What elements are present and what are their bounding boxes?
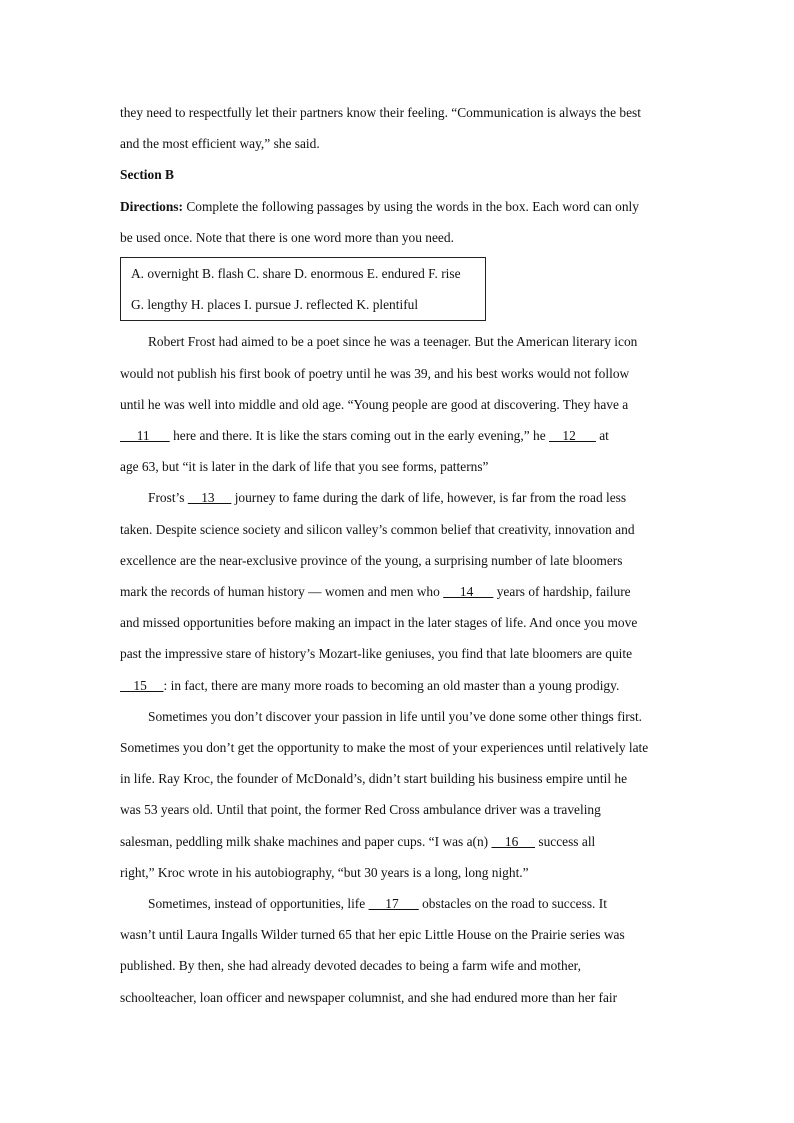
passage-line: age 63, but “it is later in the dark of life that you see forms, patterns” bbox=[120, 459, 489, 475]
word-box-row: G. lengthy H. places I. pursue J. reflected K. plentiful bbox=[131, 297, 419, 313]
intro-line: and the most efficient way,” she said. bbox=[120, 136, 320, 152]
blank-13[interactable]: 13 bbox=[187, 490, 232, 506]
passage-line: Robert Frost had aimed to be a poet since he was a teenager. But the American literary icon bbox=[148, 334, 638, 350]
passage-line: salesman, peddling milk shake machines and paper cups. “I was a(n) 16 success all bbox=[120, 833, 596, 849]
passage-line: 15 : in fact, there are many more roads to becoming an old master than a young prodigy. bbox=[120, 677, 620, 693]
passage-line: Sometimes you don’t discover your passion in life until you’ve done some other things first. bbox=[148, 708, 643, 724]
passage-line: in life. Ray Kroc, the founder of McDonald’s, didn’t start building his business empire until he bbox=[120, 771, 628, 787]
word-box-row: A. overnight B. flash C. share D. enormous E. endured F. rise bbox=[131, 266, 461, 282]
passage-line: and missed opportunities before making an impact in the later stages of life. And once you move bbox=[120, 615, 638, 631]
intro-line: they need to respectfully let their partners know their feeling. “Communication is always the best bbox=[120, 105, 641, 120]
passage-line: schoolteacher, loan officer and newspaper columnist, and she had endured more than her fair bbox=[120, 989, 618, 1005]
passage-line: 11 here and there. It is like the stars coming out in the early evening,” he 12 at bbox=[120, 428, 609, 444]
passage-line: until he was well into middle and old age. “Young people are good at discovering. They have a bbox=[120, 396, 629, 412]
blank-17[interactable]: 17 bbox=[368, 896, 419, 912]
passage-line: mark the records of human history — women and men who 14 years of hardship, failure bbox=[120, 584, 631, 600]
passage-line: was 53 years old. Until that point, the former Red Cross ambulance driver was a traveling bbox=[120, 802, 601, 818]
passage-line: right,” Kroc wrote in his autobiography, “but 30 years is a long, long night.” bbox=[120, 864, 529, 880]
blank-11[interactable]: 11 bbox=[120, 428, 170, 444]
passage-line: Sometimes, instead of opportunities, life 17 obstacles on the road to success. It bbox=[148, 896, 607, 912]
section-title: Section B bbox=[120, 167, 174, 183]
blank-14[interactable]: 14 bbox=[443, 584, 494, 600]
directions-line: be used once. Note that there is one word more than you need. bbox=[120, 229, 454, 245]
passage-line: excellence are the near-exclusive province of the young, a surprising number of late bloomers bbox=[120, 552, 623, 568]
directions-line: Directions: Complete the following passages by using the words in the box. Each word can only bbox=[120, 198, 639, 214]
blank-12[interactable]: 12 bbox=[549, 428, 596, 444]
blank-16[interactable]: 16 bbox=[491, 833, 536, 849]
word-box bbox=[120, 257, 486, 321]
passage-line: would not publish his first book of poetry until he was 39, and his best works would not follow bbox=[120, 365, 630, 381]
passage-line: past the impressive stare of history’s Mozart-like geniuses, you find that late bloomers are quite bbox=[120, 646, 633, 662]
passage-line: published. By then, she had already devoted decades to being a farm wife and mother, bbox=[120, 958, 581, 974]
passage-line: wasn’t until Laura Ingalls Wilder turned 65 that her epic Little House on the Prairie series was bbox=[120, 927, 625, 943]
passage-line: Frost’s 13 journey to fame during the dark of life, however, is far from the road less bbox=[148, 490, 627, 506]
directions-label: Directions: bbox=[120, 198, 183, 214]
passage-line: taken. Despite science society and silicon valley’s common belief that creativity, innovation and bbox=[120, 521, 635, 537]
document-page bbox=[120, 97, 676, 1013]
blank-15[interactable]: 15 bbox=[120, 677, 164, 693]
passage-line: Sometimes you don’t get the opportunity to make the most of your experiences until relatively late bbox=[120, 740, 649, 756]
